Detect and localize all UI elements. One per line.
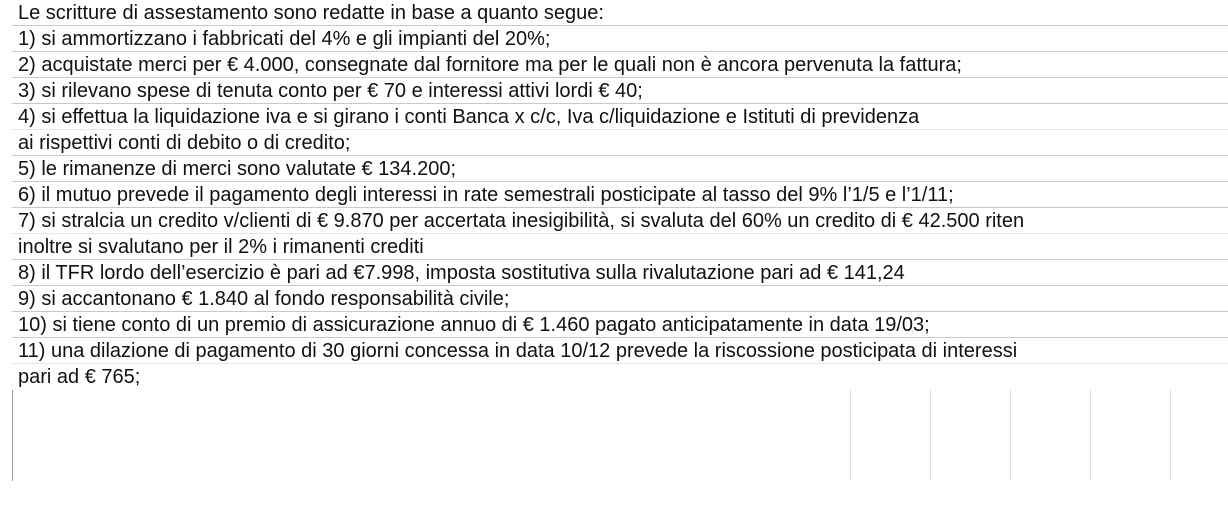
sheet-row-7[interactable] [12,208,1228,260]
sheet-row-2[interactable] [12,52,1228,78]
cell-text: Le scritture di assestamento sono redatte in base a quanto segue: [18,2,604,24]
sheet-row-10[interactable] [12,312,1228,338]
cell-text: 6) il mutuo prevede il pagamento degli interessi in rate semestrali posticipate al tasso del 9% l’1/5 e l’1/11; [18,184,954,206]
sheet-row-9[interactable] [12,286,1228,312]
cell-text: 2) acquistate merci per € 4.000, consegnate dal fornitore ma per le quali non è ancora pervenuta la fattura; [18,54,962,76]
cell-text: 11) una dilazione di pagamento di 30 giorni concessa in data 10/12 prevede la riscossione posticipata di interessi [18,340,1018,362]
cell-text: 3) si rilevano spese di tenuta conto per € 70 e interessi attivi lordi € 40; [18,80,643,102]
cell-text: 9) si accantonano € 1.840 al fondo responsabilità civile; [18,288,510,310]
empty-area [0,481,1228,509]
cell-text-continued: ai rispettivi conti di debito o di credito; [18,132,351,154]
cell-text: 7) si stralcia un credito v/clienti di € 9.870 per accertata inesigibilità, si svaluta del 60% un credito di € 42.500 riten [18,210,1025,232]
cell-text: 8) il TFR lordo dell’esercizio è pari ad €7.998, imposta sostitutiva sulla rivalutazione pari ad € 141,24 [18,262,905,284]
cell-text-continued: pari ad € 765; [18,366,141,388]
cell-text: 5) le rimanenze di merci sono valutate € 134.200; [18,158,457,180]
sheet-row-3[interactable] [12,78,1228,104]
sheet-row-4[interactable] [12,104,1228,156]
sheet-row-11[interactable] [12,338,1228,390]
cell-text: 10) si tiene conto di un premio di assicurazione annuo di € 1.460 pagato anticipatamente in data 19/03; [18,314,930,336]
cell-text: 1) si ammortizzano i fabbricati del 4% e gli impianti del 20%; [18,28,551,50]
sheet-row-6[interactable] [12,182,1228,208]
sheet-row-5[interactable] [12,156,1228,182]
cell-text: 4) si effettua la liquidazione iva e si girano i conti Banca x c/c, Iva c/liquidazione e Istituti di previdenza [18,106,920,128]
sheet-row-1[interactable] [12,26,1228,52]
sheet-row-title[interactable] [12,0,1228,26]
cell-text-continued: inoltre si svalutano per il 2% i rimanenti crediti [18,236,424,258]
sheet-row-8[interactable] [12,260,1228,286]
